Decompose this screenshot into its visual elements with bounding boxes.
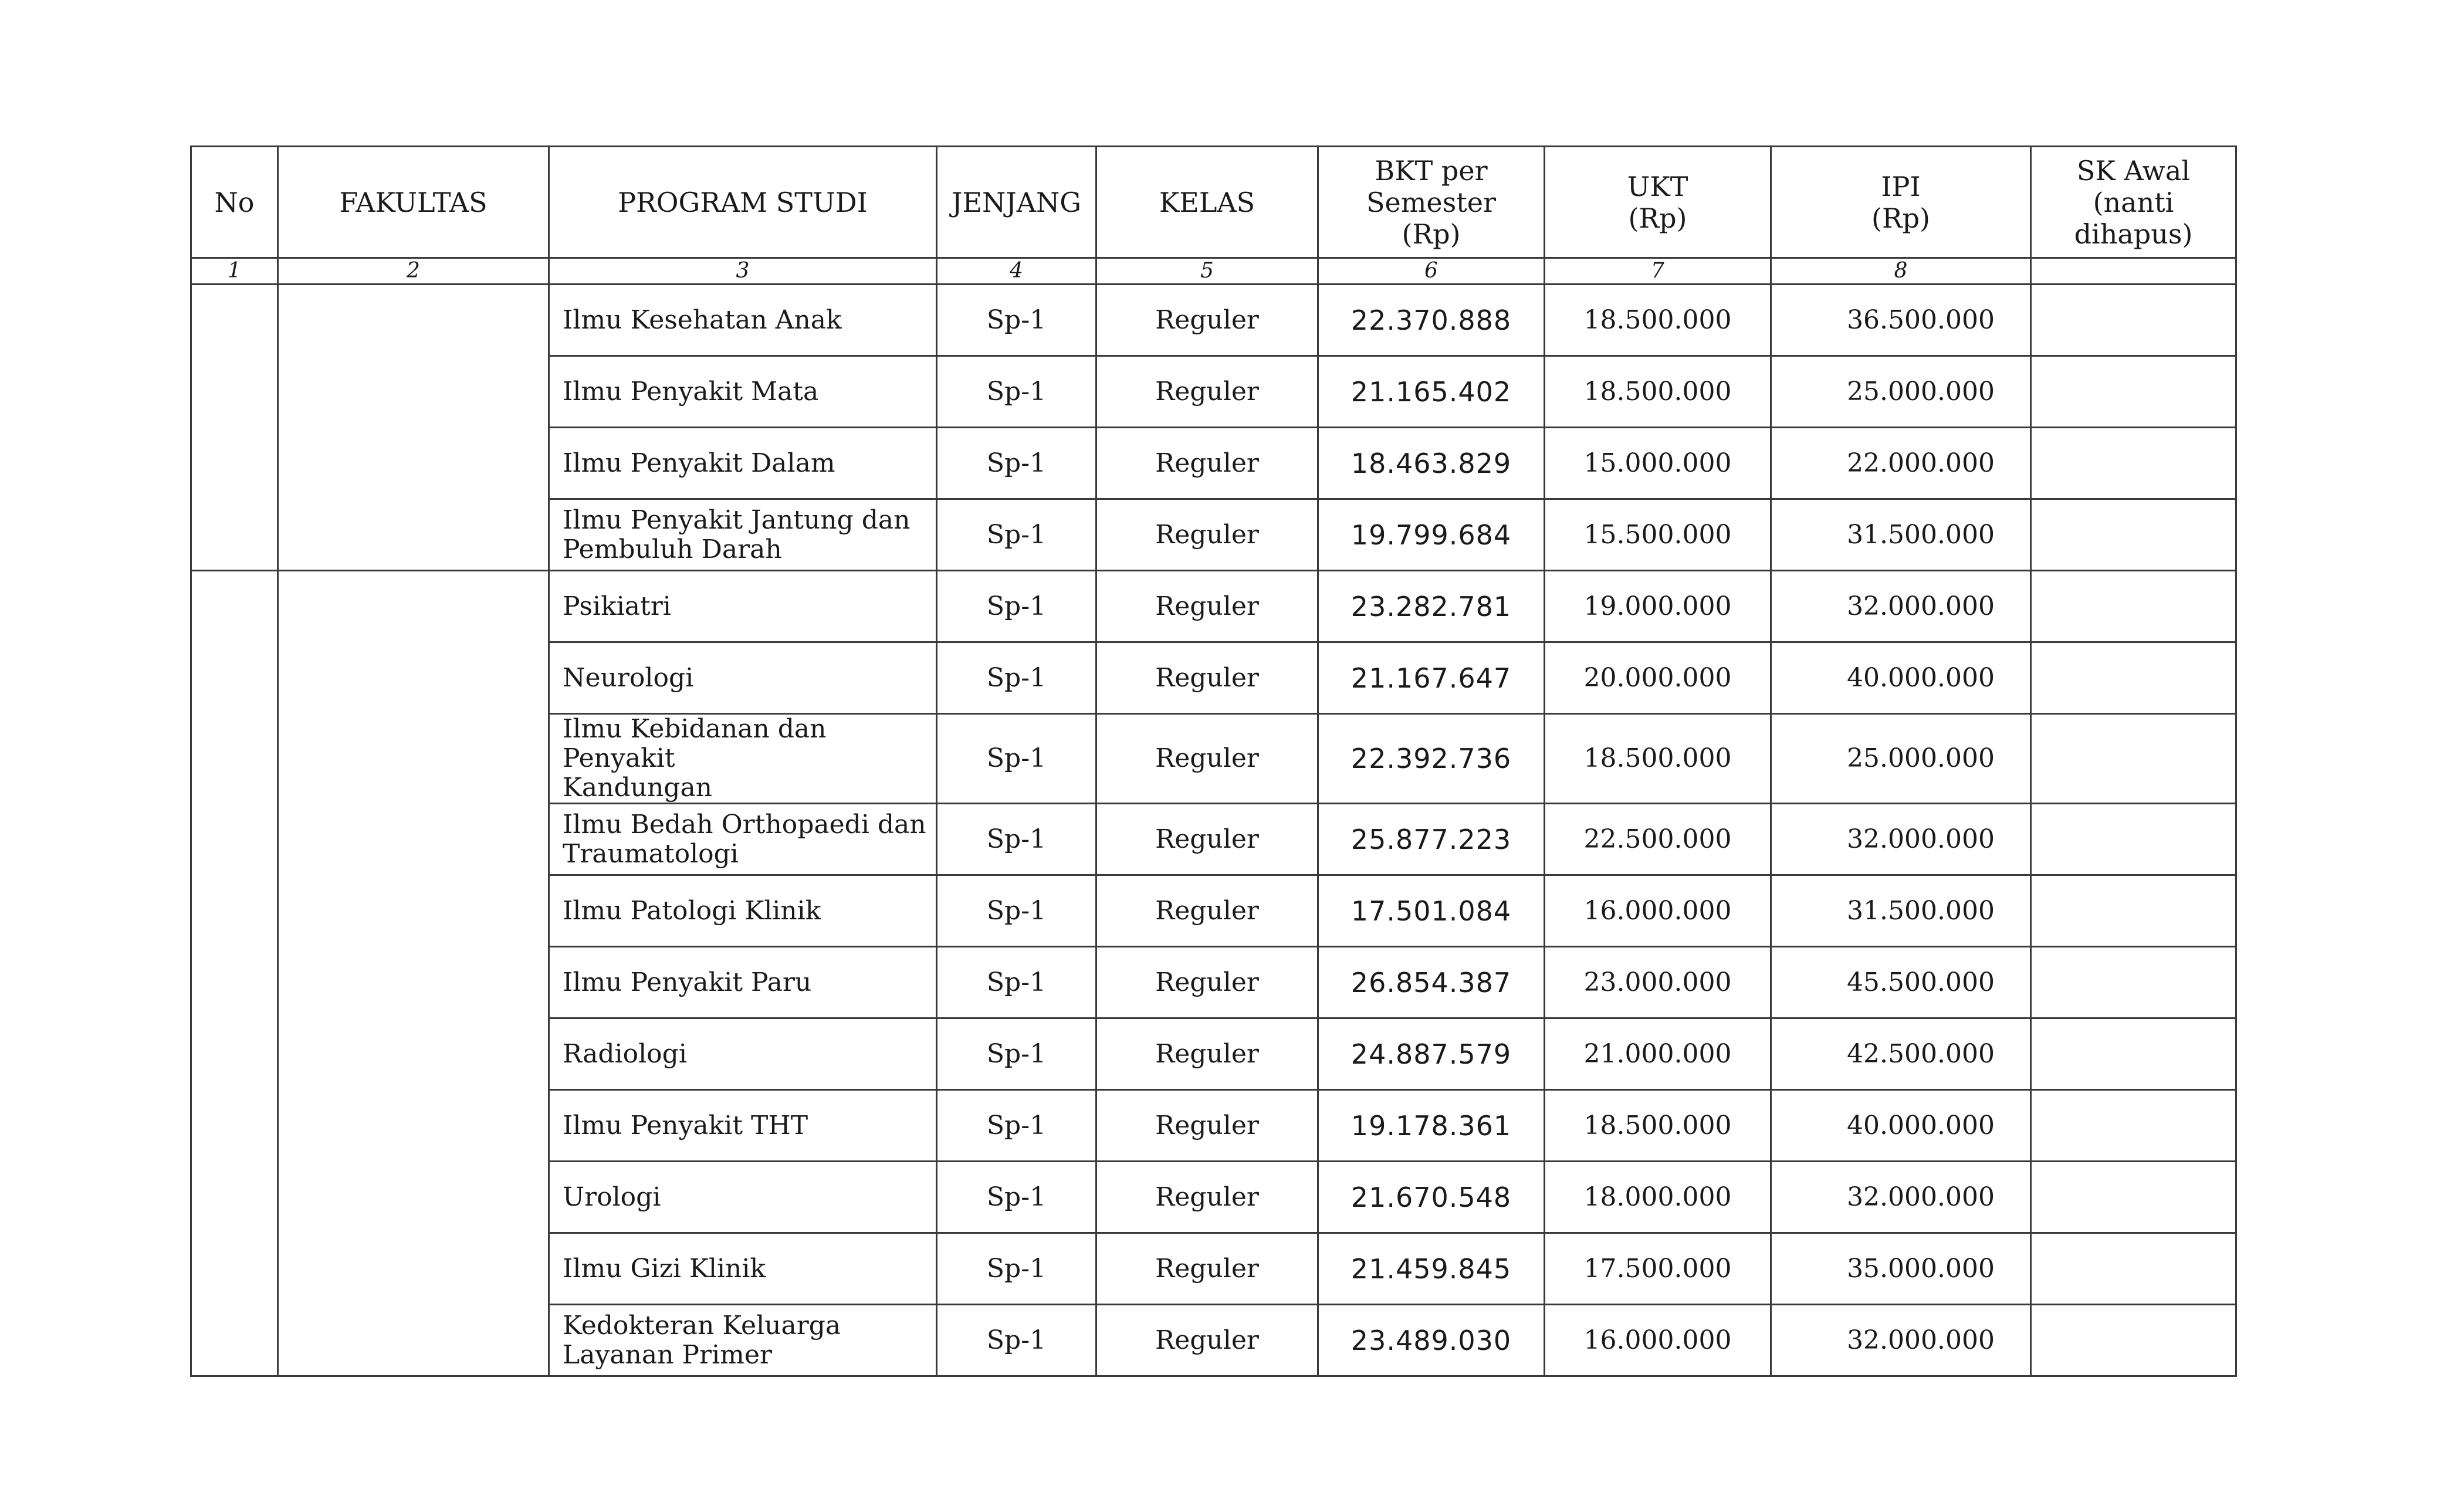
- jenjang-cell: Sp-1: [937, 804, 1096, 875]
- program-studi-cell: [549, 714, 937, 804]
- bkt-cell: 21.165.402: [1318, 356, 1545, 428]
- jenjang-cell: Sp-1: [937, 285, 1096, 356]
- sk-awal-cell: [2031, 875, 2236, 947]
- column-number: 3: [549, 258, 937, 285]
- program-studi-line: Kandungan: [563, 773, 713, 803]
- bkt-cell: 18.463.829: [1318, 428, 1545, 499]
- kelas-cell: Reguler: [1096, 285, 1318, 356]
- ipi-cell: 25.000.000: [1771, 356, 2031, 428]
- jenjang-cell: Sp-1: [937, 1090, 1096, 1162]
- jenjang-cell: Sp-1: [937, 947, 1096, 1018]
- sk-awal-cell: [2031, 356, 2236, 428]
- ipi-cell: 22.000.000: [1771, 428, 2031, 499]
- ipi-cell: 36.500.000: [1771, 285, 2031, 356]
- sk-awal-cell: [2031, 428, 2236, 499]
- header-no: No: [191, 147, 278, 258]
- kelas-cell: Reguler: [1096, 642, 1318, 714]
- column-number: 8: [1771, 258, 2031, 285]
- program-studi-cell: [549, 1233, 937, 1305]
- header-sk-line2: (nanti: [2093, 186, 2174, 218]
- program-studi-line: Ilmu Penyakit Paru: [563, 967, 812, 997]
- bkt-cell: 26.854.387: [1318, 947, 1545, 1018]
- fakultas-cell: [278, 571, 549, 1376]
- column-number: [2031, 258, 2236, 285]
- program-studi-cell: [549, 499, 937, 571]
- ukt-cell: 18.500.000: [1545, 285, 1771, 356]
- kelas-cell: Reguler: [1096, 875, 1318, 947]
- program-studi-line: Ilmu Patologi Klinik: [563, 895, 821, 926]
- no-cell: [191, 571, 278, 1376]
- ukt-cell: 17.500.000: [1545, 1233, 1771, 1305]
- program-studi-cell: [549, 356, 937, 428]
- sk-awal-cell: [2031, 571, 2236, 642]
- program-studi-line: Ilmu Bedah Orthopaedi dan: [563, 809, 926, 840]
- sk-awal-cell: [2031, 947, 2236, 1018]
- column-number: 1: [191, 258, 278, 285]
- bkt-cell: 25.877.223: [1318, 804, 1545, 875]
- column-number: 5: [1096, 258, 1318, 285]
- sk-awal-cell: [2031, 714, 2236, 804]
- header-bkt: [1318, 147, 1545, 258]
- kelas-cell: Reguler: [1096, 1305, 1318, 1376]
- ukt-cell: 18.500.000: [1545, 356, 1771, 428]
- column-number: 7: [1545, 258, 1771, 285]
- program-studi-cell: [549, 804, 937, 875]
- sk-awal-cell: [2031, 1090, 2236, 1162]
- bkt-cell: 23.489.030: [1318, 1305, 1545, 1376]
- column-number: 4: [937, 258, 1096, 285]
- fakultas-cell: [278, 285, 549, 571]
- program-studi-cell: [549, 1018, 937, 1090]
- jenjang-cell: Sp-1: [937, 356, 1096, 428]
- program-studi-cell: [549, 947, 937, 1018]
- header-ukt-line1: UKT: [1627, 170, 1688, 202]
- kelas-cell: Reguler: [1096, 571, 1318, 642]
- header-bkt-line3: (Rp): [1402, 218, 1461, 250]
- program-studi-line: Ilmu Gizi Klinik: [563, 1253, 766, 1284]
- ipi-cell: 31.500.000: [1771, 499, 2031, 571]
- kelas-cell: Reguler: [1096, 1018, 1318, 1090]
- jenjang-cell: Sp-1: [937, 1233, 1096, 1305]
- ipi-cell: 35.000.000: [1771, 1233, 2031, 1305]
- table-row: [191, 571, 2236, 642]
- ipi-cell: 45.500.000: [1771, 947, 2031, 1018]
- program-studi-cell: [549, 1090, 937, 1162]
- ukt-cell: 22.500.000: [1545, 804, 1771, 875]
- header-sk-line1: SK Awal: [2076, 154, 2191, 187]
- bkt-cell: 21.459.845: [1318, 1233, 1545, 1305]
- kelas-cell: Reguler: [1096, 804, 1318, 875]
- kelas-cell: Reguler: [1096, 714, 1318, 804]
- header-ukt: [1545, 147, 1771, 258]
- header-fakultas: FAKULTAS: [278, 147, 549, 258]
- ukt-cell: 16.000.000: [1545, 875, 1771, 947]
- sk-awal-cell: [2031, 1305, 2236, 1376]
- program-studi-line: Ilmu Kebidanan dan Penyakit: [563, 714, 827, 773]
- sk-awal-cell: [2031, 642, 2236, 714]
- kelas-cell: Reguler: [1096, 1090, 1318, 1162]
- ukt-cell: 18.500.000: [1545, 714, 1771, 804]
- header-sk-line3: dihapus): [2074, 218, 2193, 250]
- program-studi-line: Psikiatri: [563, 591, 671, 621]
- bkt-cell: 24.887.579: [1318, 1018, 1545, 1090]
- program-studi-cell: [549, 428, 937, 499]
- tuition-table: [190, 145, 2237, 1377]
- column-number: 6: [1318, 258, 1545, 285]
- sk-awal-cell: [2031, 804, 2236, 875]
- bkt-cell: 23.282.781: [1318, 571, 1545, 642]
- bkt-cell: 19.178.361: [1318, 1090, 1545, 1162]
- header-program-studi: PROGRAM STUDI: [549, 147, 937, 258]
- table-row: [191, 285, 2236, 356]
- sk-awal-cell: [2031, 285, 2236, 356]
- kelas-cell: Reguler: [1096, 499, 1318, 571]
- program-studi-line: Radiologi: [563, 1038, 687, 1069]
- header-jenjang: JENJANG: [937, 147, 1096, 258]
- bkt-cell: 19.799.684: [1318, 499, 1545, 571]
- kelas-cell: Reguler: [1096, 428, 1318, 499]
- ipi-cell: 42.500.000: [1771, 1018, 2031, 1090]
- ukt-cell: 20.000.000: [1545, 642, 1771, 714]
- ukt-cell: 18.500.000: [1545, 1090, 1771, 1162]
- jenjang-cell: Sp-1: [937, 571, 1096, 642]
- header-ukt-line2: (Rp): [1628, 202, 1687, 234]
- program-studi-line: Ilmu Penyakit THT: [563, 1110, 808, 1140]
- jenjang-cell: Sp-1: [937, 714, 1096, 804]
- bkt-cell: 22.392.736: [1318, 714, 1545, 804]
- ukt-cell: 23.000.000: [1545, 947, 1771, 1018]
- program-studi-line: Traumatologi: [563, 838, 739, 869]
- bkt-cell: 21.670.548: [1318, 1162, 1545, 1233]
- jenjang-cell: Sp-1: [937, 1018, 1096, 1090]
- jenjang-cell: Sp-1: [937, 499, 1096, 571]
- sk-awal-cell: [2031, 1018, 2236, 1090]
- kelas-cell: Reguler: [1096, 1233, 1318, 1305]
- header-ipi-line2: (Rp): [1871, 202, 1930, 234]
- jenjang-cell: Sp-1: [937, 642, 1096, 714]
- program-studi-line: Urologi: [563, 1182, 661, 1212]
- program-studi-line: Ilmu Kesehatan Anak: [563, 304, 842, 335]
- header-row: [191, 147, 2236, 258]
- column-number: 2: [278, 258, 549, 285]
- program-studi-cell: [549, 1162, 937, 1233]
- no-cell: [191, 285, 278, 571]
- program-studi-line: Ilmu Penyakit Mata: [563, 376, 819, 407]
- ukt-cell: 21.000.000: [1545, 1018, 1771, 1090]
- kelas-cell: Reguler: [1096, 356, 1318, 428]
- header-sk-awal: [2031, 147, 2236, 258]
- program-studi-line: Kedokteran Keluarga: [563, 1310, 841, 1341]
- program-studi-cell: [549, 571, 937, 642]
- kelas-cell: Reguler: [1096, 1162, 1318, 1233]
- ukt-cell: 16.000.000: [1545, 1305, 1771, 1376]
- jenjang-cell: Sp-1: [937, 428, 1096, 499]
- ipi-cell: 40.000.000: [1771, 642, 2031, 714]
- sk-awal-cell: [2031, 1233, 2236, 1305]
- ipi-cell: 31.500.000: [1771, 875, 2031, 947]
- header-ipi-line1: IPI: [1881, 170, 1921, 202]
- bkt-cell: 21.167.647: [1318, 642, 1545, 714]
- bkt-cell: 17.501.084: [1318, 875, 1545, 947]
- program-studi-line: Ilmu Penyakit Jantung dan: [563, 505, 911, 535]
- program-studi-line: Layanan Primer: [563, 1339, 772, 1370]
- ipi-cell: 32.000.000: [1771, 1162, 2031, 1233]
- jenjang-cell: Sp-1: [937, 1305, 1096, 1376]
- ukt-cell: 19.000.000: [1545, 571, 1771, 642]
- header-bkt-line1: BKT per: [1375, 154, 1488, 187]
- column-number-row: [191, 258, 2236, 285]
- program-studi-cell: [549, 642, 937, 714]
- program-studi-line: Ilmu Penyakit Dalam: [563, 448, 835, 478]
- program-studi-cell: [549, 285, 937, 356]
- ipi-cell: 40.000.000: [1771, 1090, 2031, 1162]
- jenjang-cell: Sp-1: [937, 875, 1096, 947]
- ipi-cell: 32.000.000: [1771, 1305, 2031, 1376]
- kelas-cell: Reguler: [1096, 947, 1318, 1018]
- ukt-cell: 15.000.000: [1545, 428, 1771, 499]
- header-ipi: [1771, 147, 2031, 258]
- ipi-cell: 32.000.000: [1771, 804, 2031, 875]
- ukt-cell: 18.000.000: [1545, 1162, 1771, 1233]
- ukt-cell: 15.500.000: [1545, 499, 1771, 571]
- ipi-cell: 25.000.000: [1771, 714, 2031, 804]
- bkt-cell: 22.370.888: [1318, 285, 1545, 356]
- program-studi-line: Neurologi: [563, 662, 694, 693]
- sk-awal-cell: [2031, 1162, 2236, 1233]
- jenjang-cell: Sp-1: [937, 1162, 1096, 1233]
- program-studi-cell: [549, 875, 937, 947]
- program-studi-line: Pembuluh Darah: [563, 534, 782, 564]
- table-body: [191, 285, 2236, 1376]
- ipi-cell: 32.000.000: [1771, 571, 2031, 642]
- header-bkt-line2: Semester: [1366, 186, 1496, 218]
- header-kelas: KELAS: [1096, 147, 1318, 258]
- sk-awal-cell: [2031, 499, 2236, 571]
- program-studi-cell: [549, 1305, 937, 1376]
